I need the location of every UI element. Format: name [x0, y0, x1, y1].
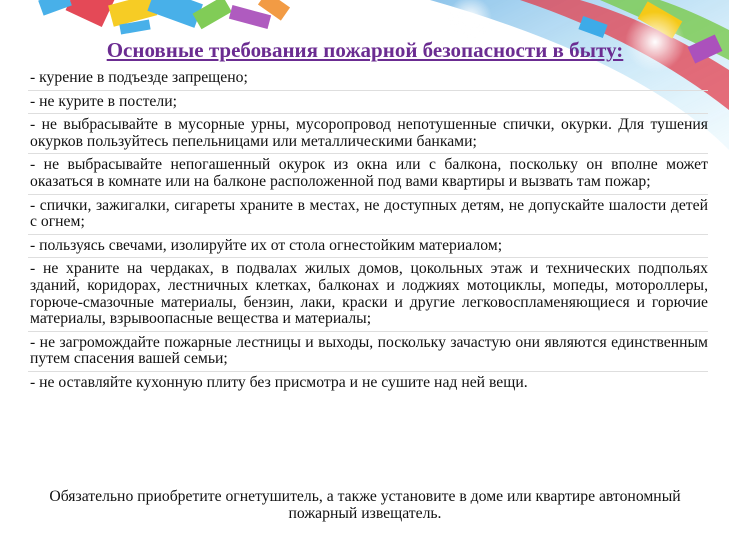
list-item: - не оставляйте кухонную плиту без присмотра и не сушите над ней вещи.	[30, 373, 528, 391]
list-item: - не выбрасывайте непогашенный окурок из окна или с балкона, поскольку он вполне может оказаться в комнате или на балконе расположенной под вами квартиры и вызвать там пожар;	[28, 154, 708, 194]
footer-note: Обязательно приобретите огнетушитель, а также установите в доме или квартире автономный пожарный извещатель.	[49, 488, 681, 522]
list-item: - не выбрасывайте в мусорные урны, мусоропровод непотушенные спички, окурки. Для тушения окурков пользуйтесь пепельницами или металлическими банками;	[28, 114, 708, 154]
requirements-list	[28, 66, 708, 395]
list-item: - курение в подъезде запрещено;	[28, 66, 708, 91]
list-item: - не загромождайте пожарные лестницы и выходы, поскольку зачастую они являются единственным путем спасения вашей семьи;	[28, 332, 708, 372]
list-item: - спички, зажигалки, сигареты храните в местах, не доступных детям, не допускайте шалости детей с огнем;	[28, 195, 708, 235]
list-item: - не храните на чердаках, в подвалах жилых домов, цокольных этаж и технических подпольях зданий, коридорах, лестничных клетках, балконах и лоджиях мотоциклы, мопеды, мотороллеры, горюче-смазочные материалы, бензин, лаки, краски и другие легковоспламеняющиеся и горючие материалы, взрывоопасные вещества и материалы;	[28, 258, 708, 331]
list-item: - пользуясь свечами, изолируйте их от стола огнестойким материалом;	[28, 235, 708, 259]
list-item: - не курите в постели;	[28, 91, 708, 115]
slide-title: Основные требования пожарной безопасности в быту:	[106, 38, 624, 62]
